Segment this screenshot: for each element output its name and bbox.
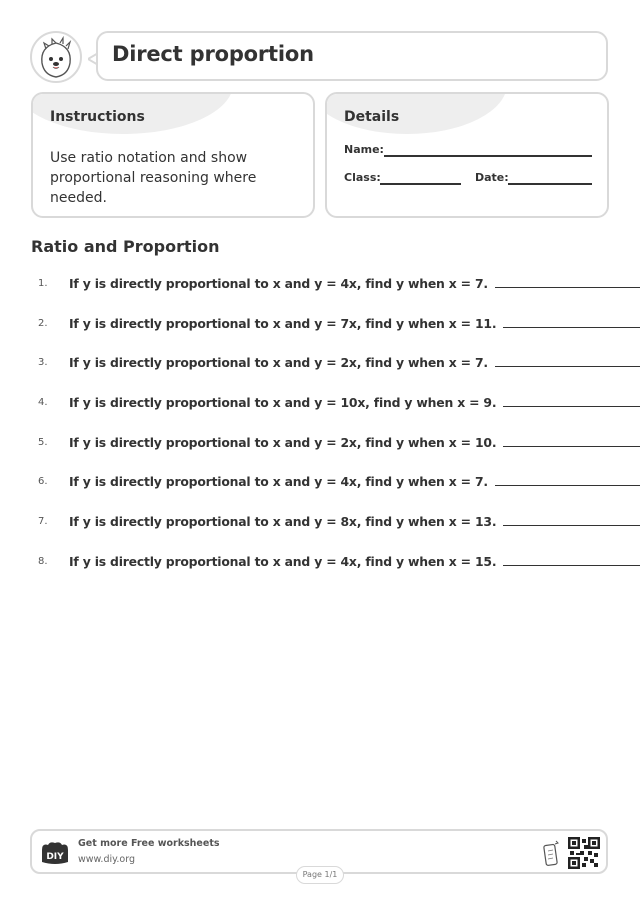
question-number: 1. xyxy=(38,278,48,289)
question-text-row xyxy=(69,355,640,370)
question-number: 5. xyxy=(38,437,48,448)
answer-line[interactable] xyxy=(503,446,640,447)
answer-line[interactable] xyxy=(495,485,640,486)
question-text: If y is directly proportional to x and y = 4x, find y when x = 7. xyxy=(69,276,488,291)
section-title: Ratio and Proportion xyxy=(31,237,220,256)
class-field[interactable] xyxy=(380,183,461,185)
answer-line[interactable] xyxy=(495,366,640,367)
answer-line[interactable] xyxy=(503,327,640,328)
details-heading: Details xyxy=(344,109,400,125)
question-number: 8. xyxy=(38,556,48,567)
question-text-row xyxy=(69,435,640,450)
question-text: If y is directly proportional to x and y = 4x, find y when x = 15. xyxy=(69,554,497,569)
question-number: 3. xyxy=(38,357,48,368)
footer-title: Get more Free worksheets xyxy=(78,838,220,849)
mascot-avatar xyxy=(30,31,82,83)
name-field[interactable] xyxy=(384,155,592,157)
answer-line[interactable] xyxy=(495,287,640,288)
question-text: If y is directly proportional to x and y = 2x, find y when x = 7. xyxy=(69,355,488,370)
class-label: Class: xyxy=(344,171,381,184)
page-number-badge: Page 1/1 xyxy=(296,866,344,884)
question-text-row xyxy=(69,316,640,331)
question-number: 6. xyxy=(38,476,48,487)
details-card xyxy=(325,92,609,218)
mascot-icon xyxy=(32,33,80,81)
question-text: If y is directly proportional to x and y = 2x, find y when x = 10. xyxy=(69,435,497,450)
question-text-row xyxy=(69,474,640,489)
question-text: If y is directly proportional to x and y = 8x, find y when x = 13. xyxy=(69,514,497,529)
question-number: 2. xyxy=(38,318,48,329)
svg-text:DIY: DIY xyxy=(46,852,64,862)
page-title: Direct proportion xyxy=(112,42,314,66)
question-text-row xyxy=(69,395,640,410)
diy-logo-icon xyxy=(40,840,70,866)
question-text: If y is directly proportional to x and y = 7x, find y when x = 11. xyxy=(69,316,497,331)
footer-url[interactable]: www.diy.org xyxy=(78,854,135,865)
answer-line[interactable] xyxy=(503,525,640,526)
instructions-text: Use ratio notation and show proportional reasoning where needed. xyxy=(50,150,257,206)
question-number: 4. xyxy=(38,397,48,408)
instructions-heading: Instructions xyxy=(50,109,145,125)
answer-line[interactable] xyxy=(503,565,640,566)
qr-code-icon[interactable] xyxy=(568,837,600,869)
question-text: If y is directly proportional to x and y = 10x, find y when x = 9. xyxy=(69,395,497,410)
phone-icon xyxy=(542,839,560,867)
date-field[interactable] xyxy=(508,183,592,185)
question-number: 7. xyxy=(38,516,48,527)
instructions-card xyxy=(31,92,315,218)
name-label: Name: xyxy=(344,143,384,156)
date-label: Date: xyxy=(475,171,509,184)
question-text-row xyxy=(69,514,640,529)
question-text-row xyxy=(69,276,640,291)
question-text: If y is directly proportional to x and y = 4x, find y when x = 7. xyxy=(69,474,488,489)
answer-line[interactable] xyxy=(503,406,640,407)
question-text-row xyxy=(69,554,640,569)
